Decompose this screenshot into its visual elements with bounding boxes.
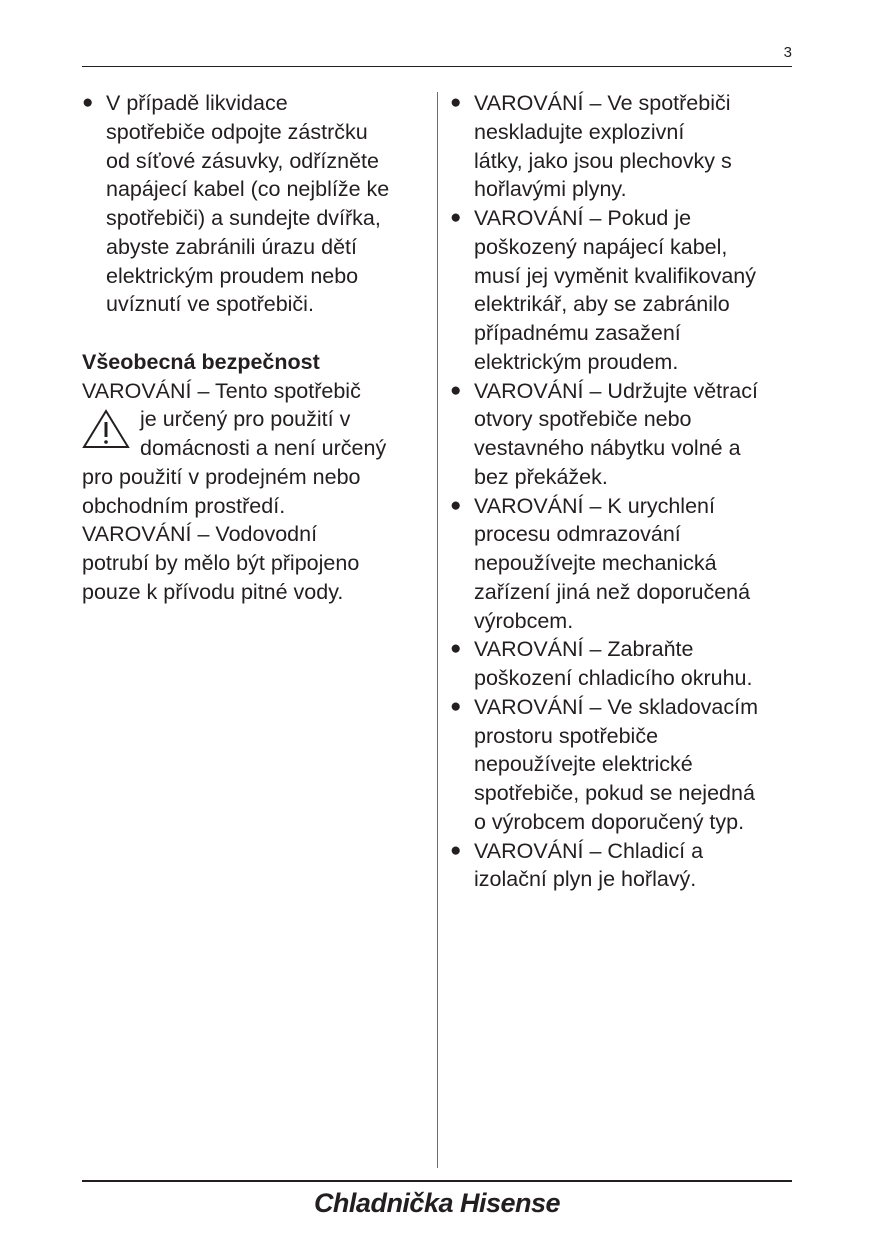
water-warning xyxy=(82,520,427,606)
text-line: vestavného nábytku volné a xyxy=(474,436,741,460)
bullet-icon: ● xyxy=(450,379,462,401)
page-number: 3 xyxy=(783,44,792,61)
bullet-icon: ● xyxy=(450,92,462,113)
bullet-icon: ● xyxy=(450,695,462,717)
text-line: případnému zasažení xyxy=(474,321,681,345)
section-heading: Všeobecná bezpečnost xyxy=(82,349,320,374)
text-line: uvíznutí ve spotřebiči. xyxy=(106,292,314,317)
text-line: VAROVÁNÍ – Chladicí a xyxy=(474,838,704,863)
list-item xyxy=(450,377,795,492)
text-line: bez překážek. xyxy=(474,464,608,489)
list-item xyxy=(450,635,795,693)
text-line: pouze k přívodu pitné vody. xyxy=(82,579,344,604)
text-line: o výrobcem doporučený typ. xyxy=(474,809,745,834)
bullet-icon: ● xyxy=(82,92,94,113)
text-line: hořlavými plyny. xyxy=(474,177,627,202)
text-line: spotřebiče odpojte zástrčku xyxy=(106,119,368,144)
text-line: neskladujte explozivní xyxy=(474,119,685,144)
bullet-icon: ● xyxy=(450,839,462,861)
text-line: VAROVÁNÍ – Ve skladovacím xyxy=(474,694,758,719)
warning-triangle-icon xyxy=(82,409,130,449)
text-line: je určený pro použití v xyxy=(140,407,351,432)
bullet-icon: ● xyxy=(450,638,462,660)
text-line: VAROVÁNÍ – K urychlení xyxy=(474,493,715,518)
list-item xyxy=(450,89,795,204)
footer-rule xyxy=(82,1180,792,1182)
text-line: VAROVÁNÍ – Pokud je xyxy=(474,206,692,230)
text-line: VAROVÁNÍ – Tento spotřebič xyxy=(82,378,361,403)
disposal-list xyxy=(82,89,427,319)
text-line: elektrikář, aby se zabránilo xyxy=(474,292,730,317)
text-line: prostoru spotřebiče xyxy=(474,723,659,748)
text-line: zařízení jiná než doporučená xyxy=(474,579,751,604)
text-line: poškození chladicího okruhu. xyxy=(474,666,753,690)
footer-title: Chladnička Hisense xyxy=(313,1188,561,1218)
text-line: elektrickým proudem nebo xyxy=(106,263,359,288)
list-item xyxy=(450,492,795,636)
text-line: izolační plyn je hořlavý. xyxy=(474,867,697,892)
text-line: V případě likvidace xyxy=(106,91,288,115)
text-line: nepoužívejte mechanická xyxy=(474,551,717,575)
text-line: domácnosti a není určený xyxy=(140,436,387,460)
text-line: poškozený napájecí kabel, xyxy=(474,234,728,259)
list-item xyxy=(450,204,795,377)
text-line: VAROVÁNÍ – Vodovodní xyxy=(82,522,318,547)
column-divider xyxy=(437,92,438,1168)
text-line: spotřebiče, pokud se nejedná xyxy=(474,781,755,805)
text-line: nepoužívejte elektrické xyxy=(474,752,693,777)
text-line: elektrickým proudem. xyxy=(474,349,679,374)
header-rule xyxy=(82,66,792,67)
text-line: VAROVÁNÍ – Ve spotřebiči xyxy=(474,91,731,115)
text-line: procesu odmrazování xyxy=(474,522,681,547)
general-warning xyxy=(82,377,427,521)
text-line: potrubí by mělo být připojeno xyxy=(82,551,360,575)
list-item xyxy=(450,837,795,895)
text-line: otvory spotřebiče nebo xyxy=(474,407,692,432)
text-line: napájecí kabel (co nejblíže ke xyxy=(106,177,390,202)
text-line: VAROVÁNÍ – Zabraňte xyxy=(474,637,694,662)
left-column xyxy=(82,89,427,607)
text-line: pro použití v prodejném nebo xyxy=(82,464,361,489)
right-column xyxy=(450,89,795,894)
text-line: od síťové zásuvky, odřízněte xyxy=(106,148,379,173)
bullet-icon: ● xyxy=(450,494,462,516)
warning-list xyxy=(450,89,795,894)
text-line: spotřebiči) a sundejte dvířka, xyxy=(106,206,381,230)
text-line: obchodním prostředí. xyxy=(82,493,286,518)
bullet-icon: ● xyxy=(450,207,462,228)
text-line: abyste zabránili úrazu dětí xyxy=(106,234,357,259)
text-line: výrobcem. xyxy=(474,608,574,633)
list-item xyxy=(82,89,427,319)
list-item xyxy=(450,693,795,837)
text-line: látky, jako jsou plechovky s xyxy=(474,148,732,173)
text-line: musí jej vyměnit kvalifikovaný xyxy=(474,263,756,288)
text-line: VAROVÁNÍ – Udržujte větrací xyxy=(474,378,758,403)
